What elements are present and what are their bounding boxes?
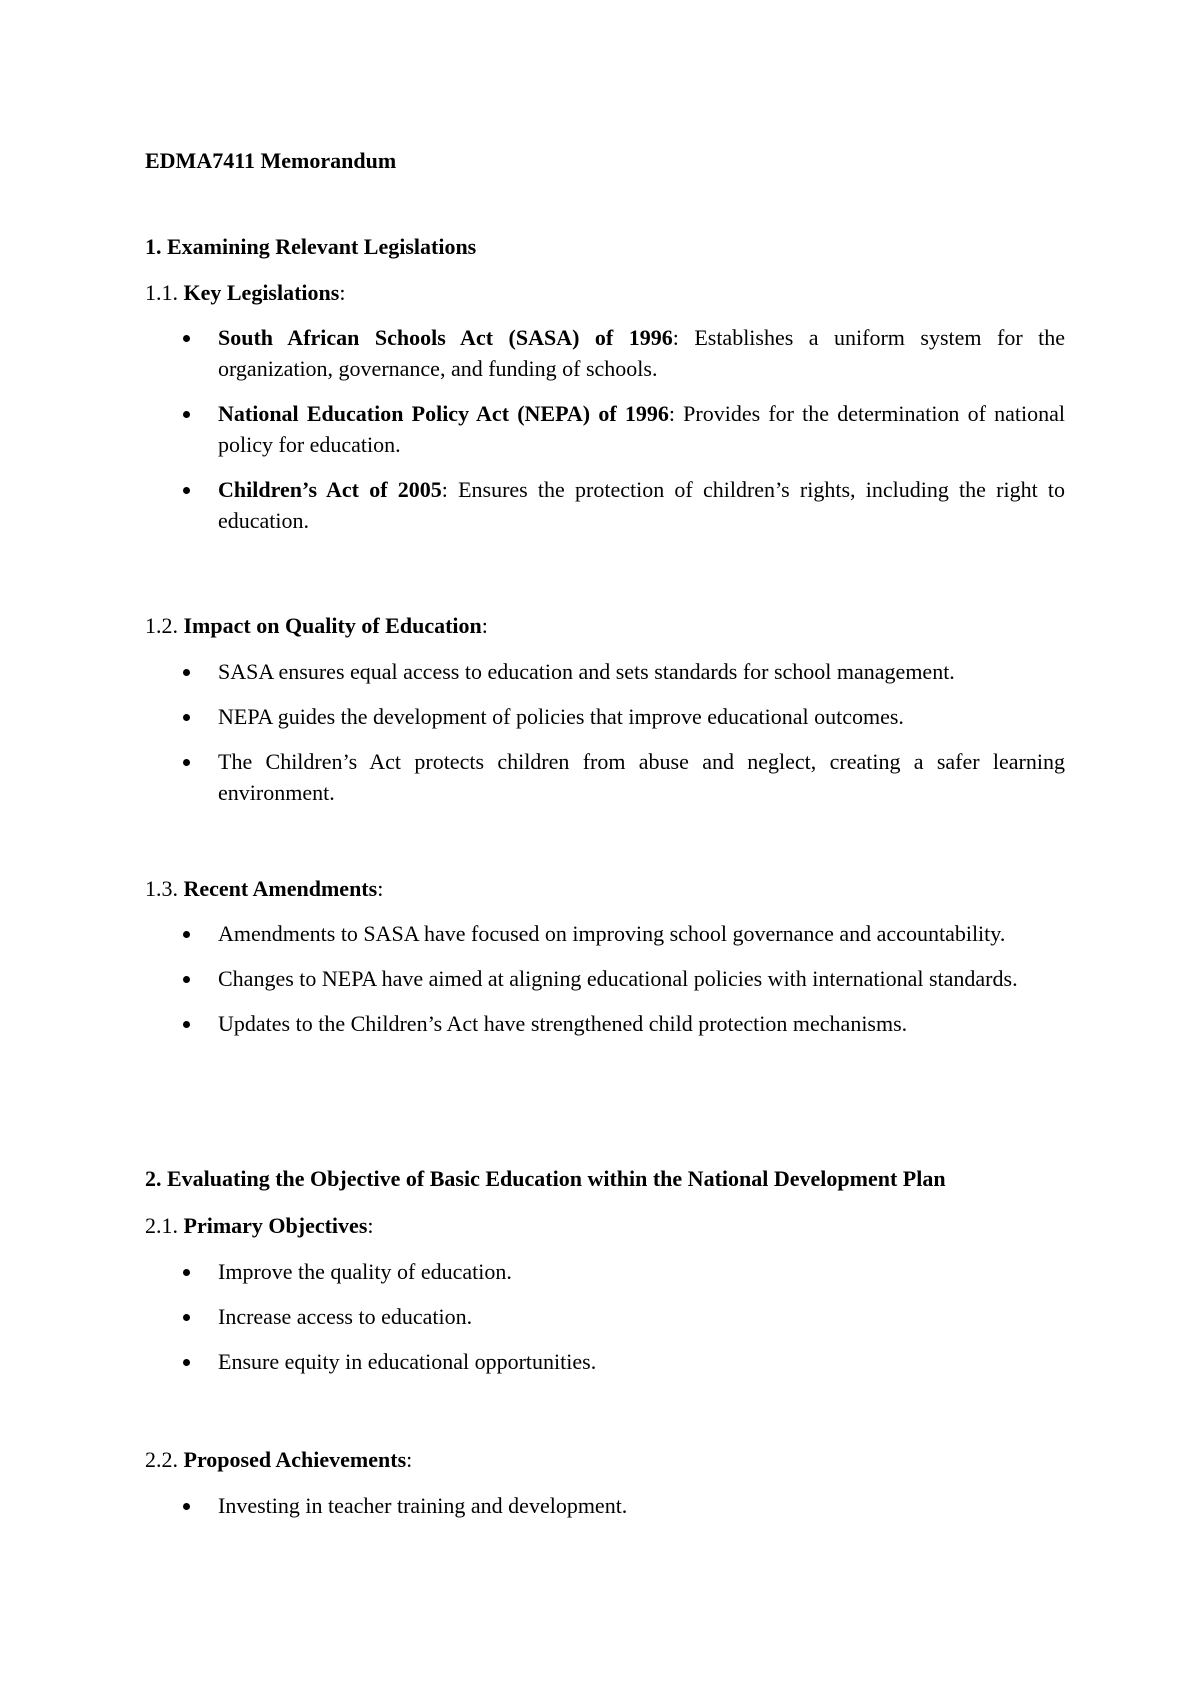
subsection-number: 1.2. xyxy=(145,613,178,638)
list-item-text: Changes to NEPA have aimed at aligning educational policies with international standards. xyxy=(218,966,1018,991)
subsection-number: 1.3. xyxy=(145,876,178,901)
bullet-list-1-3 xyxy=(180,918,1065,1039)
bullet-icon xyxy=(183,335,190,342)
list-item-text: : Ensures the protection of children’s rights, including the right to education. xyxy=(218,477,1065,533)
bullet-list-1-2 xyxy=(180,656,1065,808)
subsection-label: Key Legislations xyxy=(183,280,340,305)
bullet-icon xyxy=(183,1359,190,1366)
subsection-label: Impact on Quality of Education xyxy=(183,613,482,638)
list-item-text: Investing in teacher training and development. xyxy=(218,1493,628,1518)
bullet-icon xyxy=(183,1503,190,1510)
list-item xyxy=(180,322,1065,384)
subsection-number: 2.1. xyxy=(145,1213,178,1238)
bullet-icon xyxy=(183,1021,190,1028)
list-item xyxy=(180,746,1065,808)
subsection-heading-1-2: 1.2. Impact on Quality of Education: xyxy=(145,613,488,638)
list-item-text: Ensure equity in educational opportunities. xyxy=(218,1349,597,1374)
list-item-text: : Establishes a uniform system for the organization, governance, and funding of schools. xyxy=(218,325,1066,381)
subsection-label: Primary Objectives xyxy=(183,1213,368,1238)
list-item-text: Increase access to education. xyxy=(218,1304,473,1329)
list-item-term: Children’s Act of 2005 xyxy=(218,477,442,502)
section-heading-1: 1. Examining Relevant Legislations xyxy=(145,234,477,259)
list-item-text: Amendments to SASA have focused on improving school governance and accountability. xyxy=(218,921,1006,946)
subsection-heading-1-3: 1.3. Recent Amendments: xyxy=(145,876,384,901)
list-item xyxy=(180,1301,1065,1332)
bullet-icon xyxy=(183,931,190,938)
list-item xyxy=(180,1008,1065,1039)
subsection-label: Proposed Achievements xyxy=(183,1447,407,1472)
list-item xyxy=(180,701,1065,732)
document-title: EDMA7411 Memorandum xyxy=(145,148,397,173)
list-item xyxy=(180,1490,1065,1521)
subsection-number: 1.1. xyxy=(145,280,178,305)
bullet-icon xyxy=(183,1269,190,1276)
bullet-icon xyxy=(183,669,190,676)
bullet-icon xyxy=(183,714,190,721)
list-item-text: SASA ensures equal access to education and sets standards for school management. xyxy=(218,659,955,684)
subsection-number: 2.2. xyxy=(145,1447,178,1472)
subsection-heading-1-1: 1.1. Key Legislations: xyxy=(145,280,346,305)
subsection-heading-2-2: 2.2. Proposed Achievements: xyxy=(145,1447,413,1472)
list-item xyxy=(180,1346,1065,1377)
bullet-icon xyxy=(183,976,190,983)
bullet-icon xyxy=(183,411,190,418)
list-item-text: NEPA guides the development of policies that improve educational outcomes. xyxy=(218,704,904,729)
bullet-icon xyxy=(183,1314,190,1321)
bullet-list-2-2 xyxy=(180,1490,1065,1521)
list-item-term: National Education Policy Act (NEPA) of 1996 xyxy=(218,401,669,426)
list-item-text: The Children’s Act protects children from abuse and neglect, creating a safer learning environment. xyxy=(218,749,1065,805)
list-item-text: Updates to the Children’s Act have strengthened child protection mechanisms. xyxy=(218,1011,908,1036)
list-item xyxy=(180,1256,1065,1287)
subsection-label: Recent Amendments xyxy=(183,876,378,901)
list-item xyxy=(180,398,1065,460)
bullet-list-2-1 xyxy=(180,1256,1065,1377)
list-item xyxy=(180,474,1065,536)
list-item-text: : Provides for the determination of national policy for education. xyxy=(218,401,1066,457)
list-item-text: Improve the quality of education. xyxy=(218,1259,512,1284)
list-item xyxy=(180,918,1065,949)
bullet-list-1-1 xyxy=(180,322,1065,536)
list-item-term: South African Schools Act (SASA) of 1996 xyxy=(218,325,673,350)
bullet-icon xyxy=(183,759,190,766)
list-item xyxy=(180,656,1065,687)
list-item xyxy=(180,963,1065,994)
bullet-icon xyxy=(183,487,190,494)
subsection-heading-2-1: 2.1. Primary Objectives: xyxy=(145,1213,374,1238)
section-heading-2: 2. Evaluating the Objective of Basic Education within the National Development Plan xyxy=(145,1166,946,1191)
